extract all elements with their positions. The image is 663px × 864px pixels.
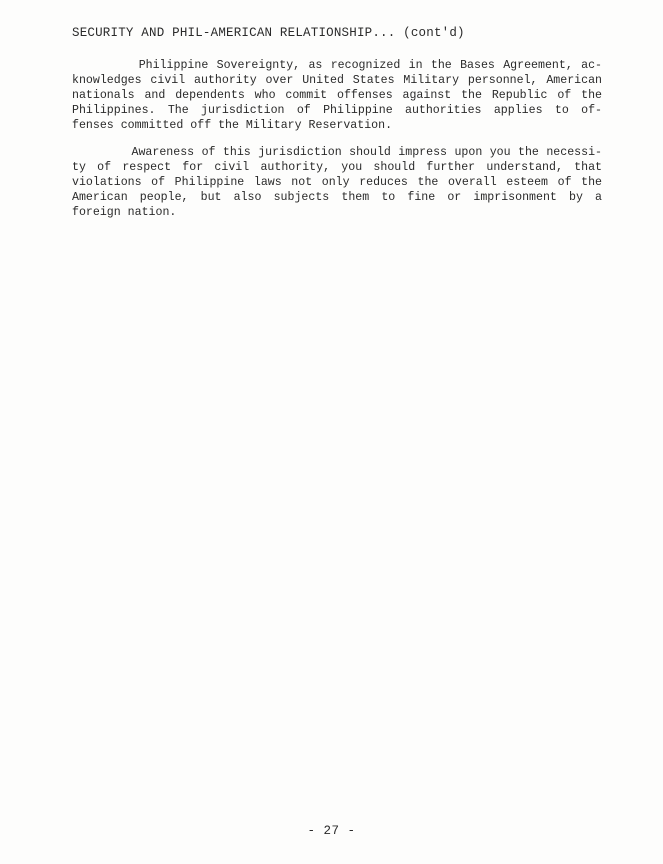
paragraph-line: Philippine Sovereignty, as recognized in the Bases Agreement, ac- — [72, 59, 602, 72]
paragraph-awareness — [72, 145, 602, 220]
paragraph-line: fenses committed off the Military Reservation. — [72, 119, 393, 132]
paragraph-sovereignty — [72, 58, 602, 133]
page-number: - 27 - — [307, 824, 356, 838]
paragraph-line: nationals and dependents who commit offenses against the Republic of the — [72, 89, 602, 102]
paragraph-line: Awareness of this jurisdiction should impress upon you the necessi- — [72, 146, 602, 159]
paragraph-line: Philippines. The jurisdiction of Philippine authorities applies to of- — [72, 104, 602, 117]
paragraph-line: ty of respect for civil authority, you should further understand, that — [72, 161, 602, 174]
paragraph-line: violations of Philippine laws not only reduces the overall esteem of the — [72, 176, 602, 189]
paragraph-line: foreign nation. — [72, 206, 177, 219]
paragraph-line: American people, but also subjects them to fine or imprisonment by a — [72, 191, 602, 204]
paragraph-line: knowledges civil authority over United States Military personnel, American — [72, 74, 602, 87]
section-heading: SECURITY AND PHIL-AMERICAN RELATIONSHIP... (cont'd) — [72, 26, 465, 40]
